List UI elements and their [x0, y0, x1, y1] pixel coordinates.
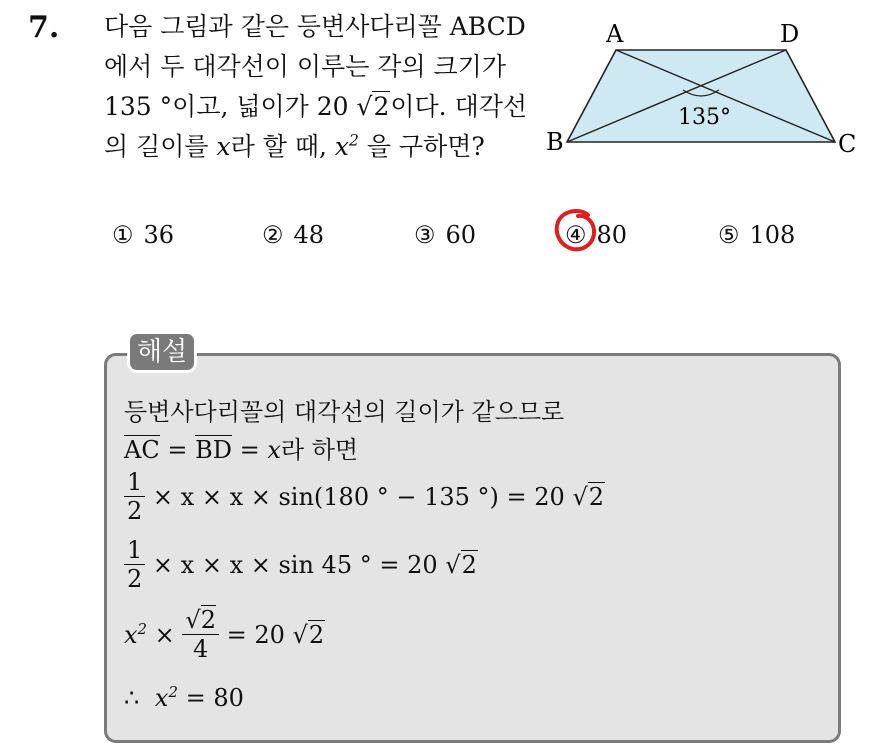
fraction-half: $\frac{1}{2}$ [124, 536, 145, 593]
sqrt-expression: √2 [572, 482, 605, 511]
choice-2[interactable]: ② 48 [262, 221, 325, 249]
choice-1[interactable]: ① 36 [112, 221, 175, 249]
question-text-line4 [104, 132, 485, 162]
variable-x-squared: $x^2$ [334, 131, 359, 161]
question-text-line3 [104, 92, 527, 122]
question-text-when: 라 할 때, [230, 132, 327, 161]
choice-3[interactable]: ③ 60 [414, 221, 477, 249]
variable-x: x [267, 436, 281, 464]
question-text-diagonal: 이다. 대각선 [390, 92, 528, 121]
variable-x-squared: $x^2$ [124, 619, 148, 649]
question-text-line1: 다음 그림과 같은 등변사다리꼴 ABCD [104, 12, 526, 41]
answer-mark-circle [552, 205, 602, 257]
vertex-label-d: D [780, 20, 800, 48]
question-text-area: 이고, 넓이가 20 [172, 92, 349, 121]
question-text-length: 의 길이를 [104, 132, 209, 161]
fraction-half: $\frac{1}{2}$ [124, 468, 145, 525]
choice-4[interactable]: ④ 80 [565, 221, 628, 249]
sqrt-expression: √2 [445, 550, 477, 579]
sqrt-expression: √2 [292, 620, 325, 649]
vertex-label-a: A [606, 20, 624, 48]
solution-tab-label: 해설 [127, 331, 197, 373]
angle-value: 135 ° [104, 92, 173, 121]
trapezoid-figure [540, 20, 860, 160]
angle-label: 135° [678, 105, 731, 130]
sqrt-radicand: 2 [373, 92, 390, 121]
solution-line4: $\frac{1}{2}$ × x × x × sin 45 ° = 20 √2 [124, 536, 478, 593]
vertex-label-b: B [546, 128, 564, 156]
solution-line5: $x^2$ × $\frac{√2}{4}$ = 20 √2 [124, 606, 325, 663]
segment-ac: AC [124, 436, 160, 464]
solution-line6: ∴ $x^2 = 80$ [124, 683, 244, 712]
question-text-line2: 에서 두 대각선이 이루는 각의 크기가 [104, 52, 506, 81]
choice-5[interactable]: ⑤ 108 [718, 221, 796, 249]
solution-line3: $\frac{1}{2}$ × x × x × sin(180 ° − 135 °) = 20 √2 [124, 468, 605, 525]
question-number: 7. [28, 10, 60, 45]
vertex-label-c: C [838, 130, 857, 158]
fraction-root2-over-4: $\frac{√2}{4}$ [182, 606, 219, 663]
solution-line1: 등변사다리꼴의 대각선의 길이가 같으므로 [124, 398, 565, 426]
solution-line2: AC = BD = x라 하면 [124, 436, 359, 464]
variable-x: x [216, 132, 231, 161]
therefore-symbol: ∴ [124, 684, 140, 712]
segment-bd: BD [195, 436, 232, 464]
variable-x-squared: $x^2$ [154, 683, 178, 712]
question-text-find: 을 구하면? [366, 132, 485, 161]
sqrt-expression: √2 [356, 92, 390, 121]
